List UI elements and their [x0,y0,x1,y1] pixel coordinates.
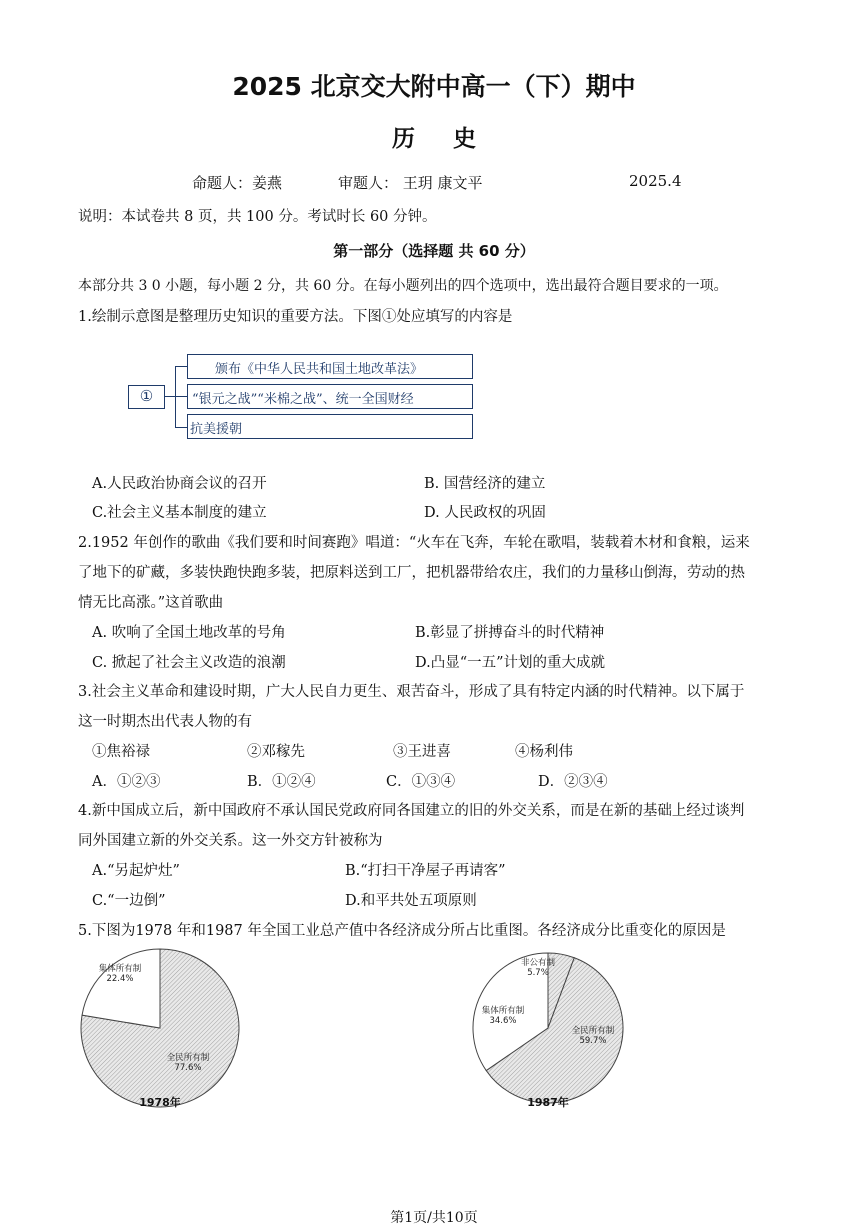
pie-chart-title: 1978年 [139,1096,181,1109]
diagram-connector [175,427,187,428]
q1-stem: 1.绘制示意图是整理历史知识的重要方法。下图①处应填写的内容是 [78,309,513,325]
reviewer: 审题人： 王玥 康文平 [338,174,483,192]
pie-slice [82,949,160,1028]
pie-slice-value: 34.6% [489,1016,517,1026]
q3-option-d[interactable]: D．②③④ [538,774,608,790]
page-number: 第1页/共10页 [390,1210,478,1226]
diagram-connector [175,396,187,397]
q4-option-c[interactable]: C.“一边倒” [92,893,166,909]
pie-slice-label: 全民所有制 [166,1053,210,1063]
q2-option-d[interactable]: D.凸显“一五”计划的重大成就 [415,655,606,671]
q3-option-a[interactable]: A．①②③ [92,774,161,790]
q2-stem-line: 情无比高涨。”这首歌曲 [78,595,224,611]
pie-slice-label: 集体所有制 [481,1006,525,1016]
q2-stem-line: 了地下的矿藏，多装快跑快跑多装，把原料送到工厂，把机器带给农庄，我们的力量移山倒海，劳动的热 [78,565,745,581]
q3-stem-line: 这一时期杰出代表人物的有 [78,714,252,730]
pie-slice-value: 22.4% [106,974,134,984]
pie-slice-label: 非公有制 [520,958,556,968]
diagram-root-label: ① [139,387,154,405]
diagram-item-3: 抗美援朝 [190,422,243,437]
diagram-connector [175,366,187,367]
q5-stem: 5.下图为1978 年和1987 年全国工业总产值中各经济成分所占比重图。各经济成分比重变化的原因是 [78,923,726,939]
q4-stem-line: 4.新中国成立后，新中国政府不承认国民党政府同各国建立的旧的外交关系，而是在新的基础上经过谈判 [78,803,745,819]
q1-option-b[interactable]: B. 国营经济的建立 [424,476,546,492]
q2-option-b[interactable]: B.彰显了拼搏奋斗的时代精神 [415,625,605,641]
exam-note: 说明：本试卷共 8 页，共 100 分。考试时长 60 分钟。 [78,209,437,225]
part-instruction: 本部分共 3 0 小题，每小题 2 分，共 60 分。在每小题列出的四个选项中，选出最符合题目要求的一项。 [78,278,728,294]
diagram-connector [165,396,175,397]
q2-option-c[interactable]: C. 掀起了社会主义改造的浪潮 [92,655,286,671]
q4-option-b[interactable]: B.“打扫干净屋子再请客” [345,863,506,879]
q2-stem-line: 2.1952 年创作的歌曲《我们要和时间赛跑》唱道：“火车在飞奔，车轮在歌唱，装载着木材和食粮，运来 [78,535,750,551]
q4-stem-line: 同外国建立新的外交关系。这一外交方针被称为 [78,833,383,849]
q3-option-b[interactable]: B．①②④ [247,774,316,790]
q4-option-d[interactable]: D.和平共处五项原则 [345,893,477,909]
pie-slice-value: 59.7% [579,1036,607,1046]
q1-option-d[interactable]: D. 人民政权的巩固 [424,505,546,521]
q3-item: ④杨利伟 [515,744,573,760]
setter: 命题人：姜燕 [192,174,283,192]
q3-option-c[interactable]: C．①③④ [386,774,456,790]
q1-option-a[interactable]: A.人民政治协商会议的召开 [92,476,267,492]
q2-option-a[interactable]: A. 吹响了全国土地改革的号角 [92,625,286,641]
pie-chart-title: 1987年 [527,1096,569,1109]
q4-option-a[interactable]: A.“另起炉灶” [92,863,180,879]
q3-item: ②邓稼先 [247,744,305,760]
exam-title: 2025 北京交大附中高一（下）期中 [232,72,636,101]
pie-slice-label: 全民所有制 [571,1026,615,1036]
pie-slice-label: 集体所有制 [98,964,142,974]
pie-slice-value: 77.6% [174,1063,202,1073]
q3-stem-line: 3.社会主义革命和建设时期，广大人民自力更生、艰苦奋斗，形成了具有特定内涵的时代精神。以下属于 [78,684,745,700]
pie-slice-value: 5.7% [527,968,549,978]
q1-option-c[interactable]: C.社会主义基本制度的建立 [92,505,267,521]
exam-date: 2025.4 [629,172,682,190]
q5-pie-charts [0,945,868,1115]
q3-item: ①焦裕禄 [92,744,150,760]
part-heading: 第一部分（选择题 共 60 分） [333,242,535,260]
q3-item: ③王进喜 [393,744,451,760]
diagram-item-1: 颁布《中华人民共和国土地改革法》 [215,362,424,377]
diagram-item-2: “银元之战”“米棉之战”、统一全国财经 [192,392,414,407]
subject-title: 历史 [392,126,514,152]
